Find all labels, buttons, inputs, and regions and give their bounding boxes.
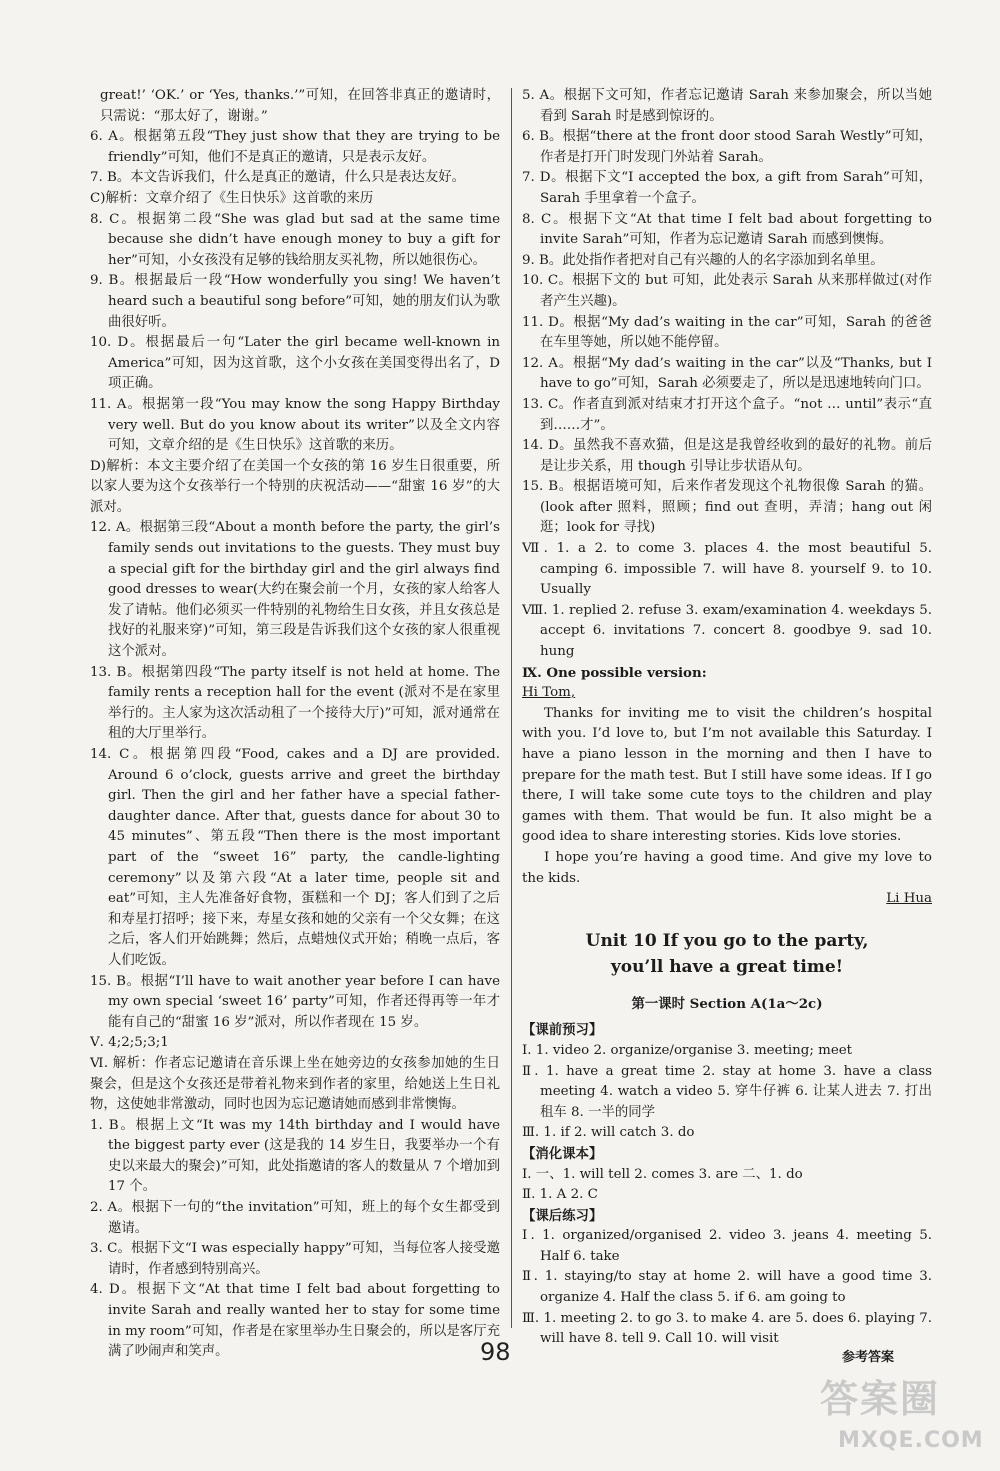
answer-note: Ⅵ. 解析：作者忘记邀请在音乐课上坐在她旁边的女孩参加她的生日聚会，但是这个女孩还是带着礼物来到作者的家里，给她送上生日礼物，这使她非常激动，同时也因为忘记邀请她而感到非常懊悔。	[90, 1055, 500, 1113]
answer-item: 9. B。根据最后一段“How wonderfully you sing! We haven’t heard such a beautiful song before”可知，她的朋友们认为歌曲很好听。	[90, 273, 500, 330]
answer-item: 13. C。作者直到派对结束才打开这个盒子。“not … until”表示“直到……才”。	[522, 396, 932, 433]
answer-item: 10. C。根据下文的 but 可知，此处表示 Sarah 从来那样做过(对作者产生兴趣)。	[522, 273, 932, 309]
section-title: 第一课时 Section A(1a～2c)	[631, 995, 823, 1012]
exercise-answers: Ⅷ. 1. replied 2. refuse 3. exam/examination 4. weekdays 5. accept 6. invitations 7. concert 8. goodbye 9. sad 10. hung	[522, 602, 932, 660]
page-number: 98	[480, 1338, 511, 1366]
watermark-logo	[812, 1368, 988, 1464]
answer-item: 5. A。根据下文可知，作者忘记邀请 Sarah 来参加聚会，所以当她看到 Sarah 时是感到惊讶的。	[522, 88, 932, 124]
exercise-answers: Ⅲ. 1. meeting 2. to go 3. to make 4. are 5. does 6. playing 7. will have 8. tell 9. Call 10. will visit	[522, 1310, 932, 1347]
answer-item: 3. C。根据下文“I was especially happy”可知，当每位客人接受邀请时，作者感到特别高兴。	[90, 1241, 500, 1277]
exercise-answers: Ⅲ. 1. if 2. will catch 3. do	[522, 1125, 695, 1141]
answer-item: 14. D。虽然我不喜欢猫，但是这是我曾经收到的最好的礼物。前后是让步关系，用 though 引导让步状语从句。	[522, 438, 932, 474]
answer-note: D)解析：本文主要介绍了在美国一个女孩的第 16 岁生日很重要，所以家人要为这个女孩举行一个特别的庆祝活动——“甜蜜 16 岁”的大派对。	[90, 458, 500, 515]
answer-item: 1. B。根据上文“It was my 14th birthday and I would have the biggest party ever (这是我的 14 岁生日，我要举办一个有史以来最大的聚会)”可知，此处指邀请的客人的数量从 7 个增加到 17 个。	[90, 1117, 500, 1195]
answer-item: 8. C。根据第二段“She was glad but sad at the same time because she didn’t have enough money to buy a gift for her”可知，小女孩没有足够的钱给朋友买礼物，所以她很伤心。	[90, 211, 500, 268]
answer-item: 4. D。根据下文“At that time I felt bad about forgetting to invite Sarah and really wanted her to stay for some time in my room”可知，作者是在家里举办生日聚会的，所以是客厅充满了吵闹声和笑声。	[90, 1282, 500, 1360]
answer-item: 11. D。根据“My dad’s waiting in the car”可知，Sarah 的爸爸在车里等她，所以她不能停留。	[522, 314, 932, 351]
unit-title-line: Unit 10 If you go to the party,	[585, 930, 869, 951]
answer-item: great!’ ‘OK.’ or ‘Yes, thanks.’”可知，在回答非真正的邀请时，只需说：“那太好了，谢谢。”	[100, 88, 500, 124]
sample-letter	[522, 683, 932, 910]
answer-item: 7. D。根据下文“I accepted the box, a gift from Sarah”可知，Sarah 手里拿着一个盒子。	[522, 170, 932, 206]
answer-item: 7. B。本文告诉我们，什么是真正的邀请，什么只是表达友好。	[90, 170, 466, 186]
answer-note: C)解析：文章介绍了《生日快乐》这首歌的来历	[90, 190, 374, 206]
letter-signature: Li Hua	[886, 891, 932, 907]
right-column	[522, 86, 932, 1350]
answer-item: 15. B。根据语境可知，后来作者发现这个礼物很像 Sarah 的猫。(look after 照料，照顾；find out 查明，弄清；hang out 闲逛；look for 寻找)	[522, 479, 932, 536]
unit-title-line: you’ll have a great time!	[610, 956, 844, 977]
answer-item: 15. B。根据“I’ll have to wait another year before I can have my own special ‘sweet 16’ party”可知，作者还得再等一年才能有自己的“甜蜜 16 岁”派对，所以作者现在 15 岁。	[90, 973, 500, 1030]
exercise-heading: 【课后练习】	[522, 1207, 603, 1224]
exercise-heading: 【消化课本】	[522, 1145, 603, 1162]
answer-item: 12. A。根据第三段“About a month before the party, the girl’s family sends out invitations to the guests. They must buy a special gift for the birthday girl and the girl always find good dresses to wear(大约在聚会前一个月，女孩的家人给客人发了请帖。他们必须买一件特别的礼物给生日女孩，并且女孩总是找好的礼服来穿)”可知，第三段是告诉我们这个女孩的家人很重视这个派对。	[90, 520, 500, 660]
answer-item: 2. A。根据下一句的“the invitation”可知，班上的每个女生都受到邀请。	[90, 1200, 500, 1236]
answer-item: 6. B。根据“there at the front door stood Sarah Westly”可知，作者是打开门时发现门外站着 Sarah。	[522, 129, 932, 165]
answer-item: 9. B。此处指作者把对自己有兴趣的人的名字添加到名单里。	[522, 252, 884, 268]
watermark-text: 答案圈	[820, 1377, 941, 1421]
answer-item: 11. A。根据第一段“You may know the song Happy Birthday very well. But do you know about its writer”以及全文内容可知，文章介绍的是《生日快乐》这首歌的来历。	[90, 396, 500, 454]
unit-title	[522, 928, 932, 980]
exercise-heading: 【课前预习】	[522, 1022, 603, 1039]
watermark-url: MXQE.COM	[838, 1428, 984, 1453]
letter-greeting: Hi Tom,	[522, 685, 576, 701]
exercise-answers: Ⅶ. 1. a 2. to come 3. places 4. the most beautiful 5. camping 6. impossible 7. will have 8. yourself 9. to 10. Usually	[522, 541, 932, 598]
writing-heading: Ⅸ. One possible version:	[522, 664, 707, 681]
exercise-answers: Ⅰ. 1. organized/organised 2. video 3. jeans 4. meeting 5. Half 6. take	[522, 1228, 932, 1264]
answer-item: 6. A。根据第五段“They just show that they are trying to be friendly”可知，他们不是真正的邀请，只是表示友好。	[90, 129, 500, 165]
exercise-answers: Ⅱ. 1. staying/to stay at home 2. will have a good time 3. organize 4. Half the class 5. if 6. am going to	[522, 1269, 932, 1306]
left-column	[90, 86, 500, 1363]
answer-item: 14. C。根据第四段“Food, cakes and a DJ are provided. Around 6 o’clock, guests arrive and greet the birthday girl. Then the girl and her father have a special father-daughter dance. After that, guests dance for about 30 to 45 minutes”、第五段“Then there is the most important part of the “sweet 16” party, the candle-lighting ceremony”以及第六段“At a later time, people sit and eat”可知，主人先准备好食物，蛋糕和一个 DJ；客人们到了之后和寿星打招呼；接下来，寿星女孩和她的父亲有一个父女舞；在这之后，客人们开始跳舞；然后，点蜡烛仪式开始；稍晚一点后，客人们吃饭。	[90, 747, 500, 968]
exercise-answers: Ⅰ. 一、1. will tell 2. comes 3. are 二、1. do	[522, 1166, 803, 1182]
answer-item: 10. D。根据最后一句“Later the girl became well-known in America”可知，因为这首歌，这个小女孩在美国变得出名了，D项正确。	[90, 335, 500, 392]
answer-item: 12. A。根据“My dad’s waiting in the car”以及“Thanks, but I have to go”可知，Sarah 必须要走了，所以是迅速地转向门口。	[522, 355, 932, 392]
footer-label: 参考答案	[842, 1350, 895, 1365]
exercise-answers: Ⅰ. 1. video 2. organize/organise 3. meeting; meet	[522, 1042, 853, 1058]
answer-item: Ⅴ. 4;2;5;3;1	[90, 1035, 169, 1051]
exercise-answers: Ⅱ. 1. have a great time 2. stay at home 3. have a class meeting 4. watch a video 5. 穿牛仔裤 6. 让某人进去 7. 打出租车 8. 一半的同学	[522, 1063, 932, 1120]
column-divider	[511, 88, 512, 1328]
exercise-answers: Ⅱ. 1. A 2. C	[522, 1187, 598, 1203]
letter-paragraph: Thanks for inviting me to visit the children’s hospital with you. I’d love to, but I’m not available this Saturday. I have a piano lesson in the morning and then I have to prepare for the math test. But I still have some ideas. If I go there, I will take some cute toys to the children and play games with them. That would be fun. It also might be a good idea to share interesting stories. Kids love stories.	[522, 705, 932, 845]
answer-item: 13. B。根据第四段“The party itself is not held at home. The family rents a reception hall for the event (派对不是在家里举行的。主人家为这次活动租了一个接待大厅)”可知，派对通常在租的大厅里举行。	[90, 664, 500, 742]
answer-item: 8. C。根据下文“At that time I felt bad about forgetting to invite Sarah”可知，作者为忘记邀请 Sarah 而感到懊悔。	[522, 211, 932, 248]
letter-paragraph: I hope you’re having a good time. And give my love to the kids.	[522, 849, 932, 886]
